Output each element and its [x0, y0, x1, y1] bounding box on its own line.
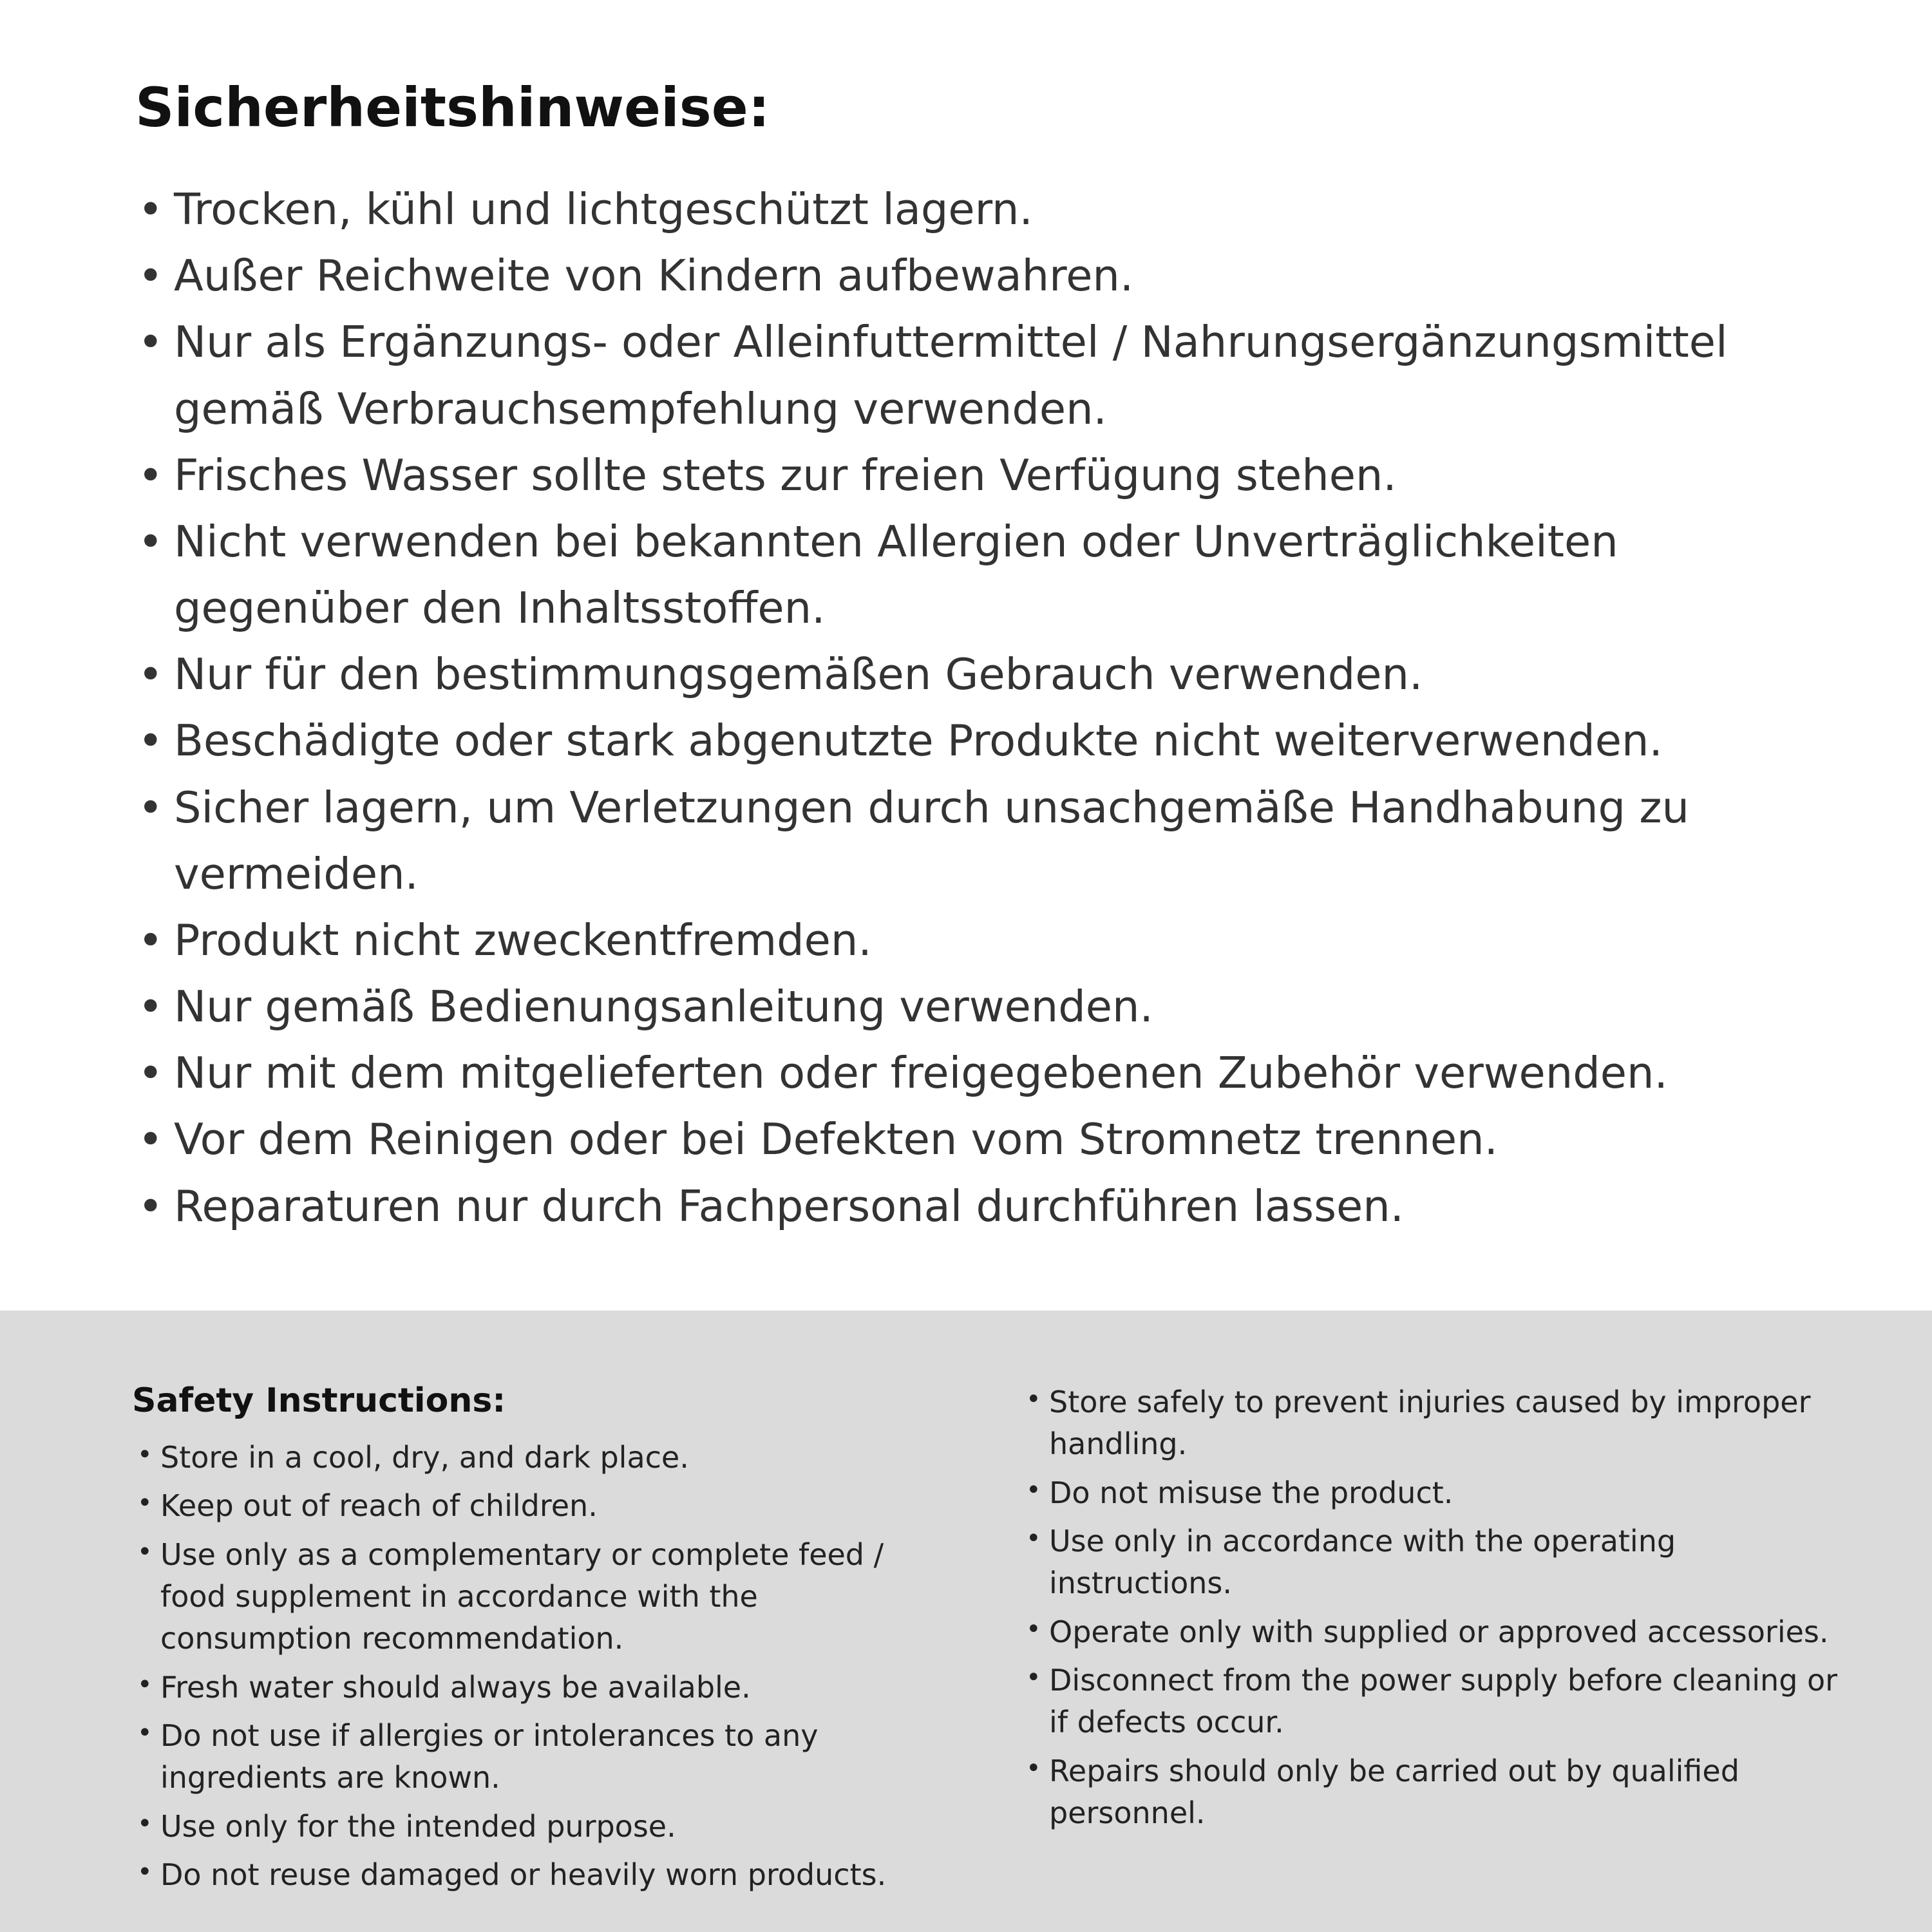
list-item: • Sicher lagern, um Verletzungen durch unsachgemäße Handhabung zu vermeiden. [135, 775, 1848, 907]
list-item: • Beschädigte oder stark abgenutzte Produkte nicht weiterverwenden. [135, 708, 1848, 774]
list-item: • Disconnect from the power supply before cleaning or if defects occur. [1021, 1660, 1842, 1744]
english-safety-list-right [1021, 1381, 1842, 1834]
list-item: • Keep out of reach of children. [132, 1485, 953, 1527]
list-item: • Außer Reichweite von Kindern aufbewahren. [135, 243, 1848, 309]
list-item: • Nicht verwenden bei bekannten Allergien oder Unverträglichkeiten gegenüber den Inhaltsstoffen. [135, 509, 1848, 641]
list-item: • Produkt nicht zweckentfremden. [135, 907, 1848, 974]
list-item: • Nur als Ergänzungs- oder Alleinfuttermittel / Nahrungsergänzungsmittel gemäß Verbrauchsempfehlung verwenden. [135, 309, 1848, 442]
list-item: • Trocken, kühl und lichtgeschützt lagern. [135, 176, 1848, 243]
list-item: • Do not reuse damaged or heavily worn products. [132, 1854, 953, 1896]
list-item: • Nur gemäß Bedienungsanleitung verwenden. [135, 974, 1848, 1040]
english-safety-title: Safety Instructions: [132, 1381, 506, 1420]
list-item: • Store safely to prevent injuries caused by improper handling. [1021, 1381, 1842, 1466]
list-item: • Use only for the intended purpose. [132, 1806, 953, 1848]
list-item: • Use only in accordance with the operating instructions. [1021, 1520, 1842, 1605]
list-item: • Operate only with supplied or approved accessories. [1021, 1611, 1842, 1653]
list-item: • Fresh water should always be available. [132, 1667, 953, 1709]
list-item: • Frisches Wasser sollte stets zur freien Verfügung stehen. [135, 442, 1848, 509]
english-safety-section [0, 1311, 1932, 1932]
german-safety-list [135, 176, 1848, 1240]
german-safety-title: Sicherheitshinweise: [135, 76, 770, 139]
english-safety-list-left [132, 1437, 953, 1896]
list-item: • Repairs should only be carried out by qualified personnel. [1021, 1750, 1842, 1835]
list-item: • Use only as a complementary or complete feed / food supplement in accordance with the consumption recommendation. [132, 1534, 953, 1660]
list-item: • Do not misuse the product. [1021, 1472, 1842, 1514]
list-item: • Do not use if allergies or intolerances to any ingredients are known. [132, 1715, 953, 1799]
english-left-column [132, 1381, 953, 1902]
list-item: • Nur für den bestimmungsgemäßen Gebrauch verwenden. [135, 641, 1848, 708]
list-item: • Nur mit dem mitgelieferten oder freigegebenen Zubehör verwenden. [135, 1040, 1848, 1106]
list-item: • Vor dem Reinigen oder bei Defekten vom Stromnetz trennen. [135, 1106, 1848, 1173]
list-item: • Reparaturen nur durch Fachpersonal durchführen lassen. [135, 1173, 1848, 1240]
english-right-column [1021, 1381, 1842, 1841]
list-item: • Store in a cool, dry, and dark place. [132, 1437, 953, 1479]
